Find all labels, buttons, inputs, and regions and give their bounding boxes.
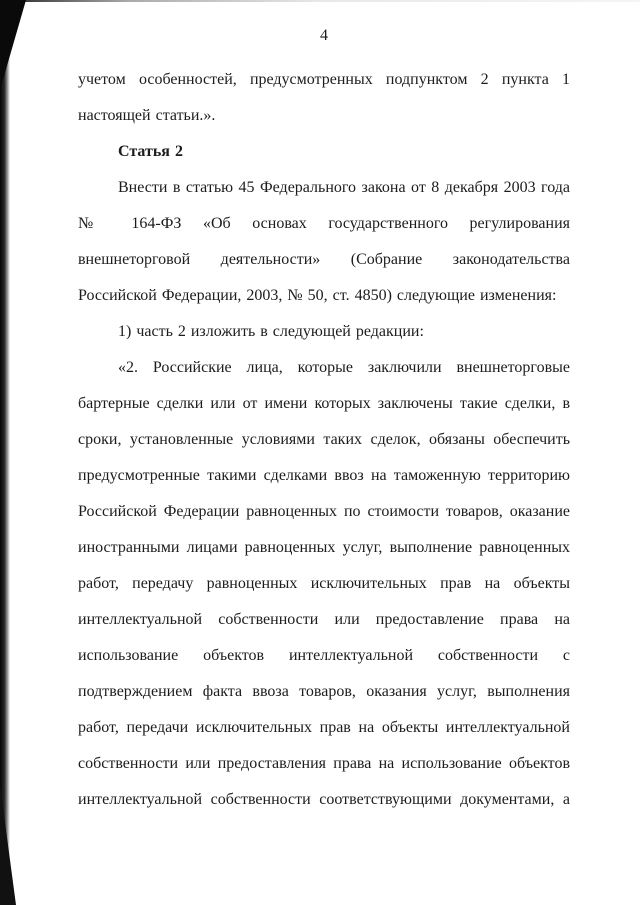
paragraph-amendment-intro: Внести в статью 45 Федерального закона от 8 декабря 2003 года № 164-ФЗ «Об основах государственного регулирования внешнеторговой деятельности» (Собрание законодательства Российской Федерации, 2003, № 50, ст. 4850) следующие изменения: xyxy=(78,179,570,304)
paragraph-continuation: учетом особенностей, предусмотренных подпунктом 2 пункта 1 настоящей статьи.». xyxy=(78,71,570,124)
article-heading: Статья 2 xyxy=(118,143,183,160)
page-number: 4 xyxy=(320,27,328,44)
paragraph-item-1: 1) часть 2 изложить в следующей редакции: xyxy=(118,323,424,340)
paragraph-part-2-text: «2. Российские лица, которые заключили внешнеторговые бартерные сделки или от имени которых заключены такие сделки, в сроки, установленные условиями таких сделок, обязаны обеспечить предусмотренные такими сделками ввоз на таможенную территорию Российской Федерации равноценных по стоимости товаров, оказание иностранными лицами равноценных услуг, выполнение равноценных работ, передачу равноценных исключительных прав на объекты интеллектуальной собственности или предоставление права на использование объектов интеллектуальной собственности с подтверждением факта ввоза товаров, оказания услуг, выполнения работ, передачи исключительных прав на объекты интеллектуальной собственности или предоставления права на использование объектов интеллектуальной собственности соответствующими документами, а xyxy=(78,359,570,808)
